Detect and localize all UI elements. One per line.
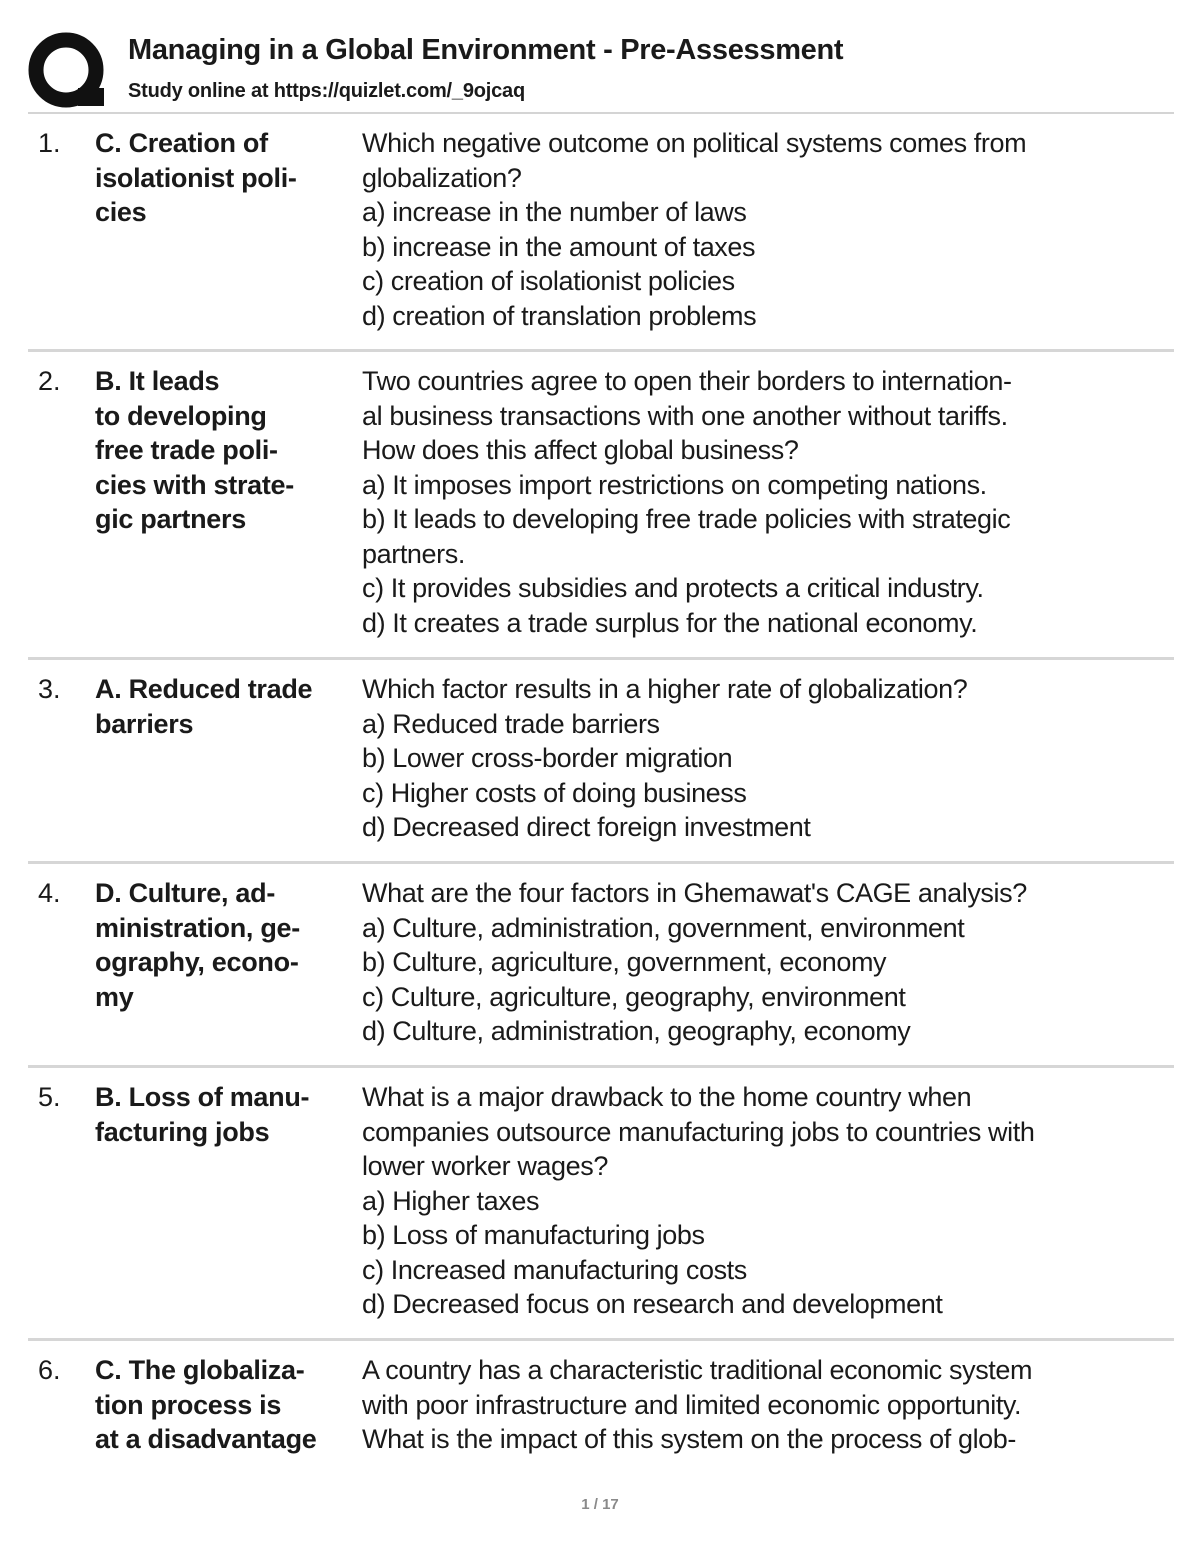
definition-line: c) creation of isolationist policies [362, 266, 735, 296]
term-line: ministration, ge- [95, 912, 300, 943]
definition-line: How does this affect global business? [362, 435, 799, 465]
flashcard-row [28, 114, 1174, 352]
flashcard-list [28, 114, 1174, 1467]
card-number: 6. [38, 1355, 61, 1385]
definition-line: d) creation of translation problems [362, 300, 757, 331]
card-number: 1. [38, 128, 61, 158]
card-term [95, 364, 357, 537]
flashcard-row [28, 352, 1174, 660]
definition-line: c) Culture, agriculture, geography, environment [362, 981, 906, 1012]
card-definition [362, 672, 1177, 845]
document-header [28, 28, 1178, 112]
flashcard-row [28, 660, 1174, 864]
card-term [95, 672, 357, 741]
card-definition [362, 876, 1177, 1049]
term-line: my [95, 981, 134, 1012]
card-definition [362, 1080, 1177, 1322]
card-number: 2. [38, 366, 61, 396]
quizlet-logo-icon [28, 32, 108, 112]
definition-line: Which negative outcome on political systems comes from [362, 128, 1027, 158]
definition-line: a) increase in the number of laws [362, 197, 747, 227]
definition-line: a) It imposes import restrictions on competing nations. [362, 469, 987, 500]
definition-line: c) Higher costs of doing business [362, 777, 747, 808]
definition-line: d) It creates a trade surplus for the national economy. [362, 607, 978, 638]
page-title: Managing in a Global Environment - Pre-Assessment [128, 34, 844, 66]
definition-line: a) Higher taxes [362, 1185, 540, 1216]
term-line: barriers [95, 708, 194, 739]
definition-line: Two countries agree to open their borders to internation- [362, 366, 1012, 396]
term-line: cies [95, 197, 147, 227]
term-line: tion process is [95, 1389, 282, 1420]
definition-line: partners. [362, 538, 465, 569]
definition-line: c) It provides subsidies and protects a critical industry. [362, 573, 984, 603]
definition-line: lower worker wages? [362, 1151, 608, 1181]
term-line: ography, econo- [95, 947, 299, 977]
card-number: 5. [38, 1082, 61, 1112]
card-definition [362, 126, 1177, 333]
card-number: 3. [38, 674, 61, 704]
term-line: C. Creation of [95, 128, 268, 158]
definition-line: globalization? [362, 162, 522, 193]
definition-line: b) Lower cross-border migration [362, 743, 733, 773]
flashcard-row [28, 1341, 1174, 1467]
term-line: cies with strate- [95, 469, 294, 500]
definition-line: What is the impact of this system on the process of glob- [362, 1424, 1016, 1454]
definition-line: A country has a characteristic traditional economic system [362, 1355, 1033, 1385]
definition-line: Which factor results in a higher rate of globalization? [362, 674, 968, 704]
definition-line: What is a major drawback to the home country when [362, 1082, 972, 1112]
definition-line: c) Increased manufacturing costs [362, 1254, 747, 1285]
definition-line: a) Reduced trade barriers [362, 708, 660, 739]
term-line: free trade poli- [95, 435, 278, 465]
card-number: 4. [38, 878, 61, 908]
definition-line: companies outsource manufacturing jobs to countries with [362, 1116, 1035, 1147]
definition-line: What are the four factors in Ghemawat's CAGE analysis? [362, 878, 1027, 908]
term-line: B. Loss of manu- [95, 1082, 310, 1112]
page-number: 1 / 17 [581, 1496, 619, 1513]
definition-line: d) Culture, administration, geography, economy [362, 1016, 911, 1046]
flashcard-row [28, 864, 1174, 1068]
term-line: facturing jobs [95, 1116, 270, 1147]
definition-line: al business transactions with one another without tariffs. [362, 400, 1008, 431]
term-line: B. It leads [95, 366, 220, 396]
definition-line: a) Culture, administration, government, environment [362, 912, 965, 943]
card-term [95, 876, 357, 1014]
term-line: isolationist poli- [95, 162, 297, 193]
definition-line: b) increase in the amount of taxes [362, 231, 756, 262]
definition-line: b) It leads to developing free trade policies with strategic [362, 504, 1011, 534]
definition-line: with poor infrastructure and limited economic opportunity. [362, 1389, 1022, 1420]
card-term [95, 1353, 357, 1457]
term-line: to developing [95, 400, 267, 431]
term-line: gic partners [95, 504, 246, 534]
definition-line: b) Culture, agriculture, government, economy [362, 947, 887, 977]
card-definition [362, 1353, 1177, 1457]
card-term [95, 1080, 357, 1149]
definition-line: b) Loss of manufacturing jobs [362, 1220, 705, 1250]
flashcard-row [28, 1068, 1174, 1341]
term-line: D. Culture, ad- [95, 878, 276, 908]
definition-line: d) Decreased direct foreign investment [362, 812, 811, 842]
term-line: at a disadvantage [95, 1424, 317, 1454]
card-definition [362, 364, 1177, 640]
card-term [95, 126, 357, 230]
term-line: C. The globaliza- [95, 1355, 305, 1385]
term-line: A. Reduced trade [95, 674, 313, 704]
definition-line: d) Decreased focus on research and development [362, 1289, 943, 1319]
study-online-link[interactable]: Study online at https://quizlet.com/_9ojcaq [128, 80, 525, 102]
